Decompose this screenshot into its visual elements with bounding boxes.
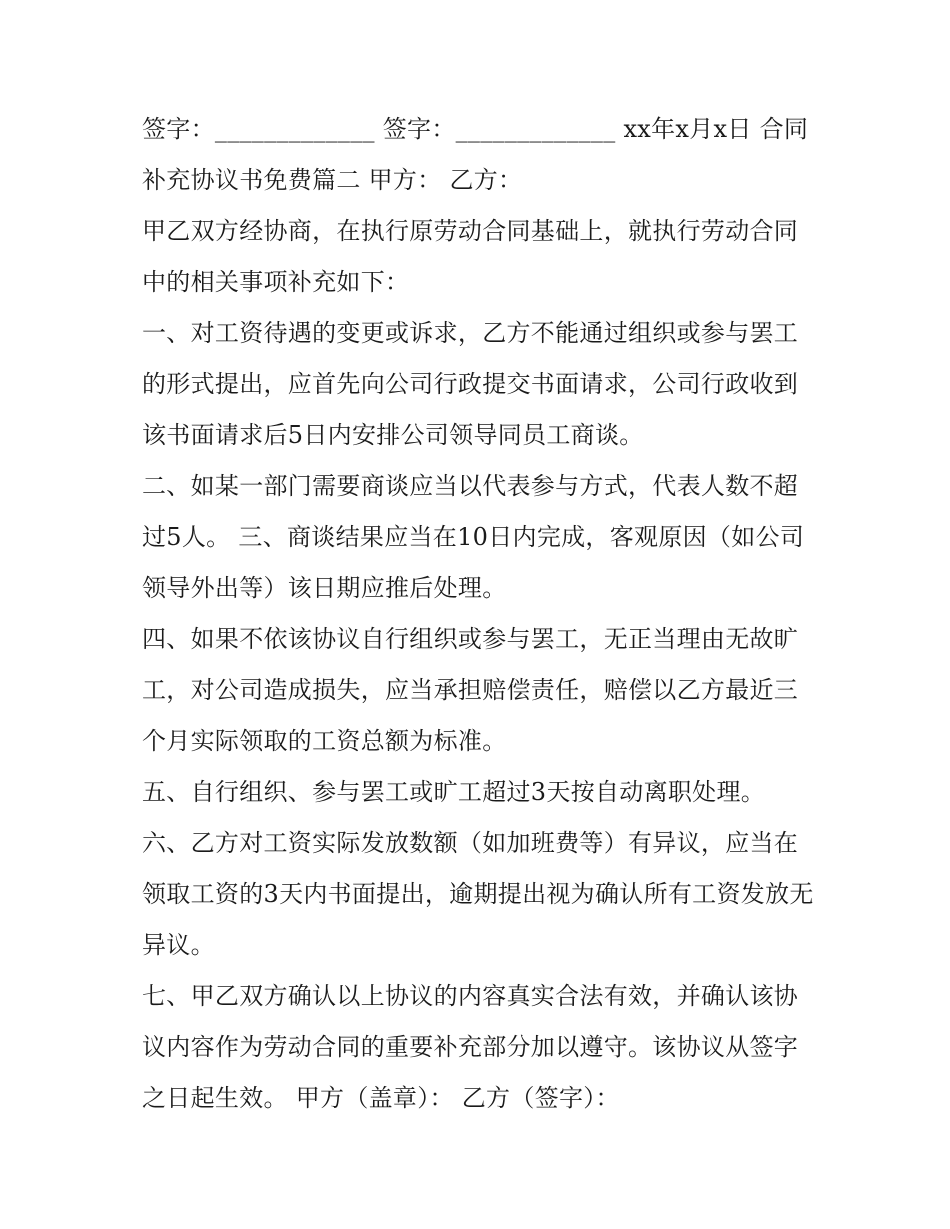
paragraph-intro: 甲乙双方经协商，在执行原劳动合同基础上，就执行劳动合同中的相关事项补充如下： (142, 217, 799, 296)
paragraph-clause-1: 一、对工资待遇的变更或诉求，乙方不能通过组织或参与罢工的形式提出，应首先向公司行政提交书面请求，公司行政收到该书面请求后5日内安排公司领导同员工商谈。 (142, 319, 799, 449)
paragraph-clause-4: 四、如果不依该协议自行组织或参与罢工，无正当理由无故旷工，对公司造成损失，应当承担赔偿责任，赔偿以乙方最近三个月实际领取的工资总额为标准。 (142, 625, 799, 755)
paragraph-clause-6: 六、乙方对工资实际发放数额（如加班费等）有异议，应当在领取工资的3天内书面提出，逾期提出视为确认所有工资发放无异议。 (142, 829, 814, 959)
paragraph-clause-2-3: 二、如某一部门需要商谈应当以代表参与方式，代表人数不超过5人。 三、商谈结果应当在10日内完成，客观原因（如公司领导外出等）该日期应推后处理。 (142, 472, 805, 602)
document-body (142, 104, 814, 1124)
paragraph-clause-5: 五、自行组织、参与罢工或旷工超过3天按自动离职处理。 (142, 778, 766, 806)
paragraph-signature-line: 签字：_____________ 签字：_____________ xx年x月x日 合同补充协议书免费篇二 甲方： 乙方： (142, 115, 809, 194)
paragraph-clause-7: 七、甲乙双方确认以上协议的内容真实合法有效，并确认该协议内容作为劳动合同的重要补充部分加以遵守。该协议从签字之日起生效。 甲方（盖章）： 乙方（签字）： (142, 982, 799, 1112)
